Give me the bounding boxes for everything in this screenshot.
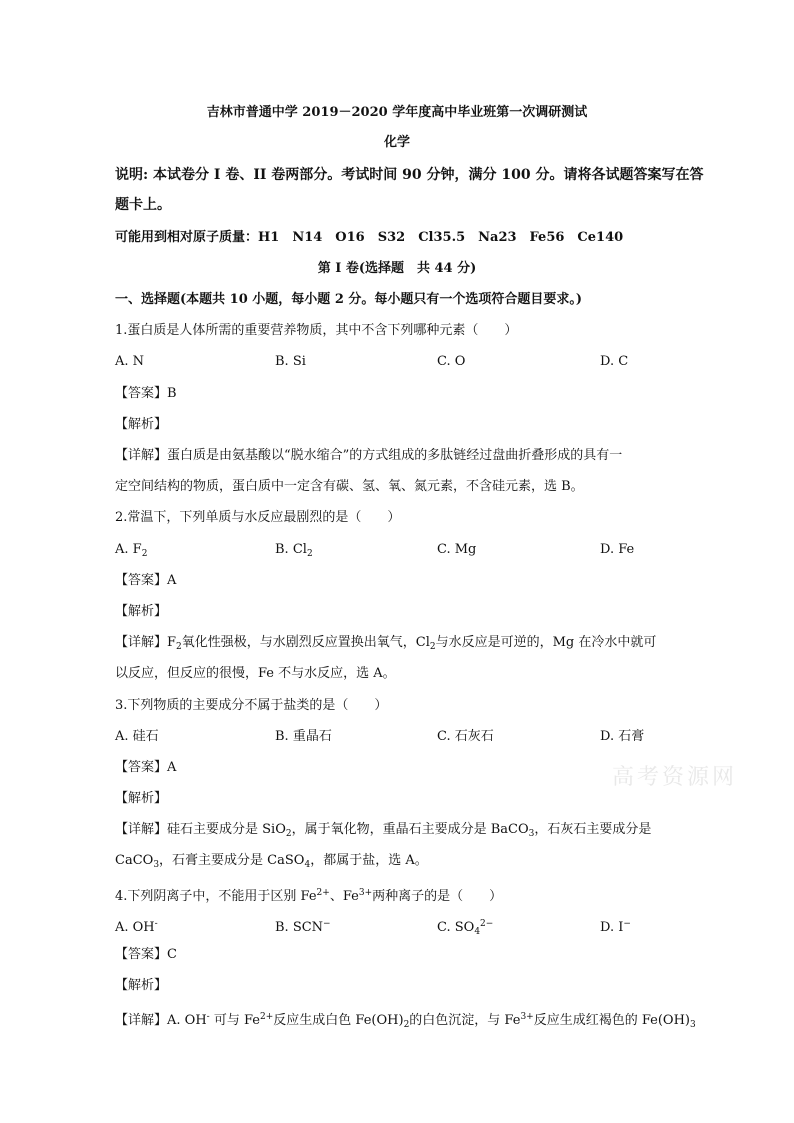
q2-option-b-sub: 2 — [306, 549, 313, 559]
q4-stem-text-3: 两种离子的是（ ） — [372, 889, 503, 904]
q4-detail-text-1: A. OH — [167, 1013, 207, 1028]
watermark: 高考资源网 — [612, 765, 738, 790]
q3-detail-text-6: ，都属于盐，选 A。 — [310, 853, 428, 868]
q3-detail-text-3: ，石灰石主要成分是 — [534, 822, 652, 837]
part-header: 一、选择题(本题共 10 小题，每小题 2 分。每小题只有一个选项符合题目要求。) — [115, 292, 583, 307]
q3-detail-text-5: ，石膏主要成分是 CaSO — [159, 853, 305, 868]
q1-answer — [115, 385, 177, 403]
q2-answer — [115, 572, 176, 590]
q2-option-a — [115, 541, 147, 563]
q3-detail-text-4: CaCO — [115, 853, 154, 868]
q2-stem: 2.常温下，下列单质与水反应最剧烈的是（ ） — [115, 510, 401, 525]
q4-stem-text-2: 、Fe — [329, 889, 359, 904]
q4-stem — [115, 884, 502, 906]
q4-option-c-sup: 2− — [480, 919, 494, 929]
atomic-masses: 可能用到相对原子质量：H1 N14 O16 S32 Cl35.5 Na23 Fe56 Ce140 — [115, 230, 624, 245]
q3-detail-sub-2: 3 — [528, 829, 535, 839]
answer-label: 【答案】 — [115, 386, 168, 401]
q4-detail-1 — [115, 1008, 696, 1034]
q1-answer-value: B — [167, 386, 177, 401]
q4-detail-sup-1: - — [206, 1012, 210, 1022]
q2-option-d: D. Fe — [600, 542, 635, 557]
q4-option-c — [437, 915, 493, 941]
q2-option-c: C. Mg — [437, 542, 477, 557]
q4-detail-text-3: 反应生成白色 Fe(OH) — [273, 1013, 404, 1028]
answer-label: 【答案】 — [115, 760, 168, 775]
q3-answer-value: A — [167, 760, 177, 775]
q2-detail-text-1: 氧化性强极，与水剧烈反应置换出氧气，Cl — [181, 635, 430, 650]
q4-analysis-label: 【解析】 — [115, 978, 168, 993]
exam-title: 吉林市普通中学 2019－2020 学年度高中毕业班第一次调研测试 — [206, 105, 588, 120]
q4-detail-sup-2: 2+ — [260, 1012, 274, 1022]
q1-analysis-label: 【解析】 — [115, 417, 168, 432]
detail-label: 【详解】 — [115, 635, 168, 650]
q3-detail-2 — [115, 852, 428, 874]
instruction-line-1: 说明: 本试卷分 I 卷、II 卷两部分。考试时间 90 分钟，满分 100 分。请将各试题答案写在答 — [115, 167, 704, 183]
q3-detail-sub-1: 2 — [285, 829, 292, 839]
q4-option-d — [600, 915, 631, 937]
q1-option-b: B. Si — [275, 354, 306, 369]
detail-label: 【详解】 — [115, 822, 168, 837]
q3-detail-1 — [115, 821, 651, 843]
q3-option-a: A. 硅石 — [115, 729, 159, 744]
q4-stem-sup-2: 3+ — [358, 888, 373, 898]
q1-detail-text-1: 蛋白质是由氨基酸以“脱水缩合”的方式组成的多肽链经过盘曲折叠形成的具有一 — [167, 448, 623, 463]
q2-option-b — [275, 541, 313, 563]
q2-detail-f: F — [167, 635, 177, 650]
q4-option-b-sup: − — [323, 919, 331, 929]
q4-stem-text-1: 4.下列阴离子中，不能用于区别 Fe — [115, 889, 317, 904]
q4-answer-value: C — [167, 947, 177, 962]
q4-option-c-sub: 4 — [474, 927, 481, 937]
q4-detail-sub-2: 3 — [690, 1020, 696, 1030]
q1-option-c: C. O — [437, 354, 466, 369]
q4-option-d-text: D. I — [600, 920, 624, 935]
q3-option-d: D. 石膏 — [600, 729, 645, 744]
q4-option-c-text: C. SO — [437, 920, 475, 935]
subject-title: 化学 — [383, 135, 410, 150]
q4-option-b-text: B. SCN — [275, 920, 324, 935]
q1-detail-1 — [115, 447, 622, 465]
q2-detail-text-2: 与水反应是可逆的，Mg 在冷水中就可 — [435, 635, 657, 650]
q1-option-d: D. C — [600, 354, 629, 369]
section-title: 第 I 卷(选择题 共 44 分) — [317, 261, 477, 276]
q4-option-b — [275, 915, 331, 937]
q4-option-a — [115, 915, 158, 937]
instruction-line-2: 题卡上。 — [115, 197, 171, 213]
detail-label: 【详解】 — [115, 1013, 168, 1028]
q3-answer — [115, 759, 176, 777]
q2-option-a-text: A. F — [115, 542, 142, 557]
q2-detail-2: 以反应，但反应的很慢，Fe 不与水反应，选 A。 — [115, 666, 396, 681]
q3-detail-text-1: 硅石主要成分是 SiO — [167, 822, 286, 837]
q2-detail-cl-sub: 2 — [429, 642, 436, 652]
q3-detail-sub-4: 4 — [304, 860, 311, 870]
detail-label: 【详解】 — [115, 448, 168, 463]
q3-option-b: B. 重晶石 — [275, 729, 332, 744]
q4-option-d-sup: − — [623, 919, 631, 929]
q2-detail-f-sub: 2 — [176, 642, 182, 652]
q4-detail-text-4: 的白色沉淀，与 Fe — [409, 1013, 521, 1028]
q4-detail-sup-3: 3+ — [520, 1012, 534, 1022]
q2-option-a-sub: 2 — [141, 549, 148, 559]
q4-option-a-sup: - — [154, 919, 158, 929]
q2-analysis-label: 【解析】 — [115, 604, 168, 619]
q4-answer — [115, 946, 177, 964]
q3-detail-text-2: ，属于氧化物，重晶石主要成分是 BaCO — [291, 822, 529, 837]
q3-detail-sub-3: 3 — [153, 860, 160, 870]
q1-option-a: A. N — [115, 354, 145, 369]
q4-stem-sup-1: 2+ — [316, 888, 330, 898]
q1-stem: 1.蛋白质是人体所需的重要营养物质，其中不含下列哪种元素（ ） — [115, 323, 518, 338]
q4-detail-sub-1: 2 — [403, 1020, 410, 1030]
q2-answer-value: A — [167, 573, 177, 588]
q2-detail-1 — [115, 634, 656, 656]
q3-option-c: C. 石灰石 — [437, 729, 494, 744]
answer-label: 【答案】 — [115, 573, 168, 588]
q3-analysis-label: 【解析】 — [115, 791, 168, 806]
answer-label: 【答案】 — [115, 947, 168, 962]
q1-detail-2: 定空间结构的物质，蛋白质中一定含有碳、氢、氧、氮元素，不含硅元素，选 B。 — [115, 479, 584, 494]
q2-option-b-text: B. Cl — [275, 542, 307, 557]
q3-stem: 3.下列物质的主要成分不属于盐类的是（ ） — [115, 698, 388, 713]
q4-detail-text-2: 可与 Fe — [209, 1013, 260, 1028]
q4-detail-text-5: 反应生成红褐色的 Fe(OH) — [533, 1013, 690, 1028]
q4-option-a-text: A. OH — [115, 920, 155, 935]
